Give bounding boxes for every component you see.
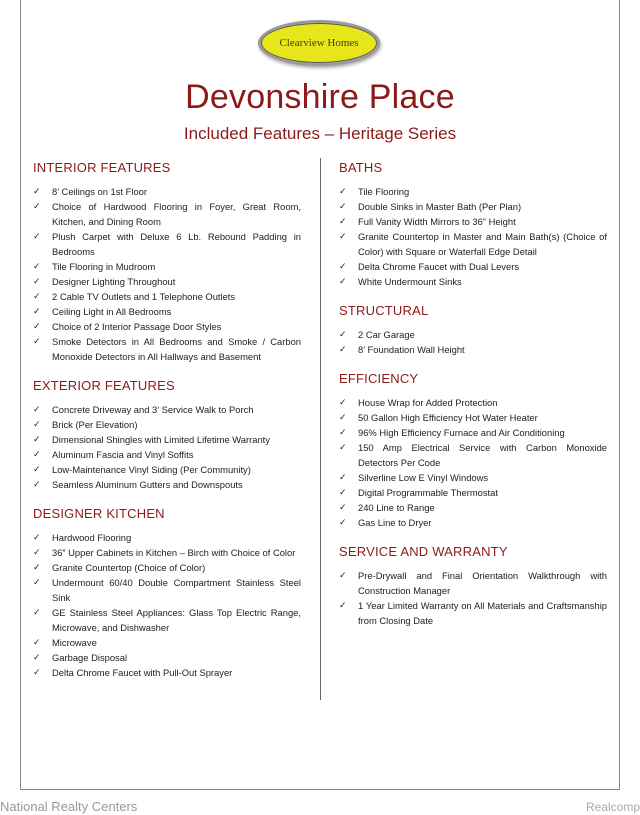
feature-list <box>339 327 607 357</box>
list-item <box>339 598 607 628</box>
feature-section <box>339 303 607 357</box>
list-item <box>33 530 301 545</box>
list-item-text: 8’ Ceilings on 1st Floor <box>52 186 148 197</box>
list-item <box>33 319 301 334</box>
list-item <box>33 199 301 229</box>
checkmark-icon: ✓ <box>339 472 347 482</box>
footer-watermark: Realcomp <box>585 800 640 814</box>
list-item-text: Double Sinks in Master Bath (Per Plan) <box>358 201 522 212</box>
page-title: Devonshire Place <box>185 78 455 116</box>
section-heading: EXTERIOR FEATURES <box>33 378 175 393</box>
list-item <box>339 500 607 515</box>
list-item-text: 36” Upper Cabinets in Kitchen – Birch with Choice of Color <box>52 547 296 558</box>
right-column <box>339 160 607 642</box>
list-item-text: Concrete Driveway and 3’ Service Walk to Porch <box>52 404 254 415</box>
footer-source: National Realty Centers <box>0 799 138 814</box>
checkmark-icon: ✓ <box>339 186 347 196</box>
list-item <box>339 184 607 199</box>
page-subtitle: Included Features – Heritage Series <box>183 124 457 143</box>
checkmark-icon: ✓ <box>33 231 41 241</box>
list-item <box>33 402 301 417</box>
checkmark-icon: ✓ <box>33 547 41 557</box>
list-item <box>33 274 301 289</box>
checkmark-icon: ✓ <box>339 487 347 497</box>
list-item-text: 2 Cable TV Outlets and 1 Telephone Outlets <box>52 291 236 302</box>
list-item <box>33 605 301 635</box>
checkmark-icon: ✓ <box>339 600 347 610</box>
list-item-text: Full Vanity Width Mirrors to 36” Height <box>358 216 516 227</box>
list-item-text: 2 Car Garage <box>358 329 415 340</box>
list-item <box>33 184 301 199</box>
section-heading: EFFICIENCY <box>339 371 419 386</box>
list-item <box>33 665 301 680</box>
list-item <box>339 568 607 598</box>
list-item-text: 240 Line to Range <box>358 502 435 513</box>
checkmark-icon: ✓ <box>33 306 41 316</box>
checkmark-icon: ✓ <box>33 186 41 196</box>
list-item-text: Delta Chrome Faucet with Pull-Out Sprayer <box>52 667 233 678</box>
list-item-text: Microwave <box>52 637 97 648</box>
list-item <box>339 515 607 530</box>
checkmark-icon: ✓ <box>339 442 347 452</box>
list-item <box>339 410 607 425</box>
list-item <box>339 327 607 342</box>
list-item <box>339 485 607 500</box>
list-item <box>339 214 607 229</box>
column-divider <box>320 158 321 700</box>
list-item-text: 1 Year Limited Warranty on All Materials and Craftsmanship from Closing Date <box>358 600 607 626</box>
list-item <box>339 229 607 259</box>
checkmark-icon: ✓ <box>339 412 347 422</box>
list-item <box>339 470 607 485</box>
brand-logo <box>258 20 380 66</box>
list-item-text: 50 Gallon High Efficiency Hot Water Heater <box>358 412 538 423</box>
checkmark-icon: ✓ <box>33 434 41 444</box>
checkmark-icon: ✓ <box>33 479 41 489</box>
checkmark-icon: ✓ <box>33 652 41 662</box>
checkmark-icon: ✓ <box>33 404 41 414</box>
feature-list <box>33 530 301 680</box>
list-item-text: Delta Chrome Faucet with Dual Levers <box>358 261 520 272</box>
checkmark-icon: ✓ <box>33 449 41 459</box>
checkmark-icon: ✓ <box>339 201 347 211</box>
section-heading: BATHS <box>339 160 383 175</box>
list-item-text: Silverline Low E Vinyl Windows <box>358 472 489 483</box>
list-item <box>33 304 301 319</box>
list-item <box>339 199 607 214</box>
section-heading: INTERIOR FEATURES <box>33 160 171 175</box>
list-item-text: Aluminum Fascia and Vinyl Soffits <box>52 449 194 460</box>
list-item <box>33 575 301 605</box>
list-item <box>33 334 301 364</box>
list-item <box>339 440 607 470</box>
list-item-text: 150 Amp Electrical Service with Carbon Monoxide Detectors Per Code <box>358 442 607 468</box>
list-item <box>33 229 301 259</box>
section-heading: DESIGNER KITCHEN <box>33 506 165 521</box>
checkmark-icon: ✓ <box>339 261 347 271</box>
brand-logo-text: Clearview Homes <box>279 37 359 49</box>
checkmark-icon: ✓ <box>339 231 347 241</box>
list-item <box>339 395 607 410</box>
list-item <box>33 432 301 447</box>
section-heading: SERVICE AND WARRANTY <box>339 544 508 559</box>
list-item <box>33 477 301 492</box>
list-item-text: Tile Flooring <box>358 186 410 197</box>
list-item-text: Choice of Hardwood Flooring in Foyer, Great Room, Kitchen, and Dining Room <box>52 201 301 227</box>
list-item-text: Garbage Disposal <box>52 652 128 663</box>
left-column <box>33 160 301 694</box>
list-item-text: 8’ Foundation Wall Height <box>358 344 465 355</box>
list-item-text: House Wrap for Added Protection <box>358 397 498 408</box>
list-item-text: Smoke Detectors in All Bedrooms and Smoke / Carbon Monoxide Detectors in All Hallways and Basement <box>52 336 301 362</box>
list-item-text: Hardwood Flooring <box>52 532 132 543</box>
checkmark-icon: ✓ <box>33 464 41 474</box>
feature-section <box>339 544 607 628</box>
list-item-text: Plush Carpet with Deluxe 6 Lb. Rebound Padding in Bedrooms <box>52 231 301 257</box>
feature-section <box>339 160 607 289</box>
checkmark-icon: ✓ <box>33 667 41 677</box>
checkmark-icon: ✓ <box>339 276 347 286</box>
list-item <box>33 635 301 650</box>
feature-list <box>33 402 301 492</box>
list-item <box>33 289 301 304</box>
feature-list <box>339 568 607 628</box>
section-heading: STRUCTURAL <box>339 303 429 318</box>
list-item-text: Dimensional Shingles with Limited Lifetime Warranty <box>52 434 270 445</box>
list-item-text: Pre-Drywall and Final Orientation Walkthrough with Construction Manager <box>358 570 607 596</box>
list-item-text: White Undermount Sinks <box>358 276 462 287</box>
list-item-text: Seamless Aluminum Gutters and Downspouts <box>52 479 243 490</box>
feature-section <box>33 506 301 680</box>
checkmark-icon: ✓ <box>339 397 347 407</box>
checkmark-icon: ✓ <box>33 532 41 542</box>
checkmark-icon: ✓ <box>33 276 41 286</box>
list-item <box>339 342 607 357</box>
list-item-text: Low-Maintenance Vinyl Siding (Per Community) <box>52 464 251 475</box>
list-item <box>33 462 301 477</box>
checkmark-icon: ✓ <box>33 607 41 617</box>
list-item-text: Designer Lighting Throughout <box>52 276 176 287</box>
list-item-text: Choice of 2 Interior Passage Door Styles <box>52 321 222 332</box>
list-item <box>339 259 607 274</box>
checkmark-icon: ✓ <box>339 502 347 512</box>
checkmark-icon: ✓ <box>339 570 347 580</box>
checkmark-icon: ✓ <box>33 321 41 331</box>
list-item <box>33 259 301 274</box>
list-item <box>339 274 607 289</box>
list-item <box>33 545 301 560</box>
checkmark-icon: ✓ <box>33 261 41 271</box>
list-item-text: 96% High Efficiency Furnace and Air Conditioning <box>358 427 565 438</box>
checkmark-icon: ✓ <box>33 577 41 587</box>
feature-section <box>339 371 607 530</box>
checkmark-icon: ✓ <box>339 216 347 226</box>
feature-list <box>339 184 607 289</box>
list-item <box>33 650 301 665</box>
feature-list <box>339 395 607 530</box>
list-item <box>33 417 301 432</box>
list-item <box>33 560 301 575</box>
checkmark-icon: ✓ <box>33 201 41 211</box>
list-item-text: Tile Flooring in Mudroom <box>52 261 156 272</box>
list-item-text: Undermount 60/40 Double Compartment Stainless Steel Sink <box>52 577 301 603</box>
checkmark-icon: ✓ <box>33 562 41 572</box>
checkmark-icon: ✓ <box>33 291 41 301</box>
list-item-text: Granite Countertop in Master and Main Bath(s) (Choice of Color) with Square or Waterfall Edge Detail <box>358 231 607 257</box>
list-item <box>339 425 607 440</box>
list-item-text: Gas Line to Dryer <box>358 517 432 528</box>
checkmark-icon: ✓ <box>33 637 41 647</box>
list-item-text: Granite Countertop (Choice of Color) <box>52 562 206 573</box>
feature-list <box>33 184 301 364</box>
checkmark-icon: ✓ <box>339 517 347 527</box>
list-item-text: Ceiling Light in All Bedrooms <box>52 306 172 317</box>
list-item-text: Brick (Per Elevation) <box>52 419 138 430</box>
checkmark-icon: ✓ <box>33 419 41 429</box>
checkmark-icon: ✓ <box>339 329 347 339</box>
list-item <box>33 447 301 462</box>
feature-section <box>33 160 301 364</box>
checkmark-icon: ✓ <box>339 427 347 437</box>
list-item-text: GE Stainless Steel Appliances: Glass Top Electric Range, Microwave, and Dishwasher <box>52 607 301 633</box>
checkmark-icon: ✓ <box>339 344 347 354</box>
checkmark-icon: ✓ <box>33 336 41 346</box>
list-item-text: Digital Programmable Thermostat <box>358 487 498 498</box>
feature-section <box>33 378 301 492</box>
